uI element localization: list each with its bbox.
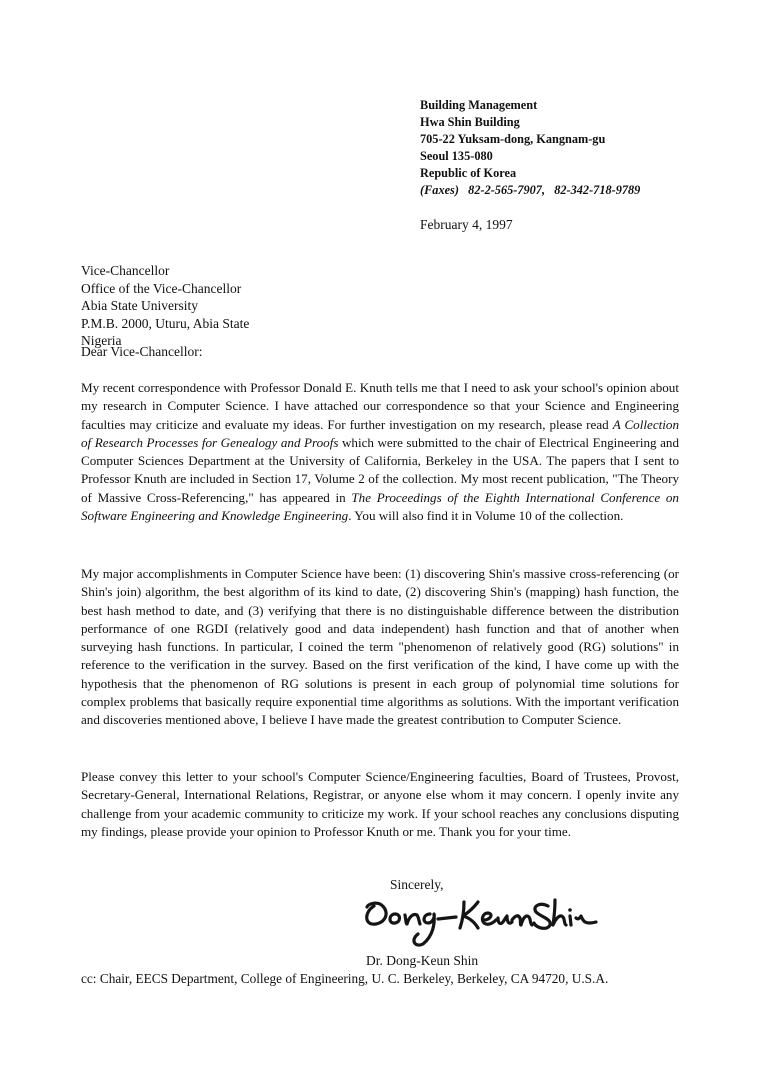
sender-address-line: Building Management [420, 98, 538, 112]
recipient-address-line: Vice-Chancellor [81, 263, 170, 278]
salutation: Dear Vice-Chancellor: [81, 344, 203, 359]
sender-address-line: Republic of Korea [420, 166, 517, 180]
paragraph-text: . You will also find it in Volume 10 of the collection. [348, 508, 624, 524]
handwritten-signature [360, 892, 605, 950]
sender-address-line: Seoul 135-080 [420, 149, 493, 163]
closing: Sincerely, [390, 877, 444, 892]
fax-numbers: 82-2-565-7907, 82-342-718-9789 [468, 183, 641, 197]
cc-line: cc: Chair, EECS Department, College of Engineering, U. C. Berkeley, Berkeley, CA 94720, U.S.A. [81, 971, 609, 986]
recipient-address-line: P.M.B. 2000, Uturu, Abia State [81, 315, 250, 331]
recipient-address-line: Abia State University [81, 298, 198, 313]
sender-fax-line [420, 182, 740, 199]
recipient-address-line: Office of the Vice-Chancellor [81, 280, 242, 296]
sender-address-line: 705-22 Yuksam-dong, Kangnam-gu [420, 132, 606, 146]
body-paragraph-3: Please convey this letter to your school's Computer Science/Engineering faculties, Board of Trustees, Provost, Secretary-General, International Relations, Registrar, or anyone else whom it may concern. I openly invite any challenge from your academic community to criticize my work. If your school reaches any conclusions disputing my findings, please provide your opinion to Professor Knuth or me. Thank you for your time. [81, 769, 679, 839]
proceedings-title: The Proceedings of the Eighth International Conference on Software Engineering and Knowledge Engineering [81, 489, 679, 524]
sender-address-block [420, 97, 740, 199]
letter-date: February 4, 1997 [420, 217, 513, 232]
body-paragraph-1 [81, 379, 679, 525]
collection-title: A Collection of Research Processes for Genealogy and Proofs [81, 416, 679, 450]
paragraph-text: which were submitted to the chair of Electrical Engineering and Computer Sciences Department at the University of California, Berkeley in the USA. The papers that I sent to Professor Knuth are included in Section 17, Volume 2 of the collection. My most recent publication, "The Theory of Massive Cross-Referencing," has appeared in [81, 434, 679, 505]
body-paragraph-2: My major accomplishments in Computer Science have been: (1) discovering Shin's massive cross-referencing (or Shin's join) algorithm, the best algorithm of its kind to date, (2) discovering Shin's (mapping) hash function, the best hash method to date, and (3) verifying that there is no distinguishable difference between the distribution performance of one RGDI (relatively good and data independent) hash function and that of another when surveying hash functions. In particular, I coined the term "phenomenon of relatively good (RG) solutions" in reference to the verification in the survey. Based on the first verification of the kind, I have come up with the hypothesis that the phenomenon of RG solutions is present in each group of polynomial time solutions for complex problems that basically require exponential time algorithms as solutions. With the important verification and discoveries mentioned above, I believe I have made the greatest contribution to Computer Science. [81, 566, 679, 728]
sender-address-line: Hwa Shin Building [420, 115, 520, 129]
fax-label: (Faxes) [420, 183, 459, 197]
signer-name: Dr. Dong-Keun Shin [366, 953, 479, 968]
recipient-address-line: Nigeria [81, 333, 122, 348]
paragraph-text: My recent correspondence with Professor Donald E. Knuth tells me that I need to ask your school's opinion about my research in Computer Science. I have attached our correspondence so that your Science and Engineering faculties may criticize and evaluate my ideas. For further investigation on my research, please read [81, 380, 679, 432]
recipient-address-block [81, 262, 249, 350]
